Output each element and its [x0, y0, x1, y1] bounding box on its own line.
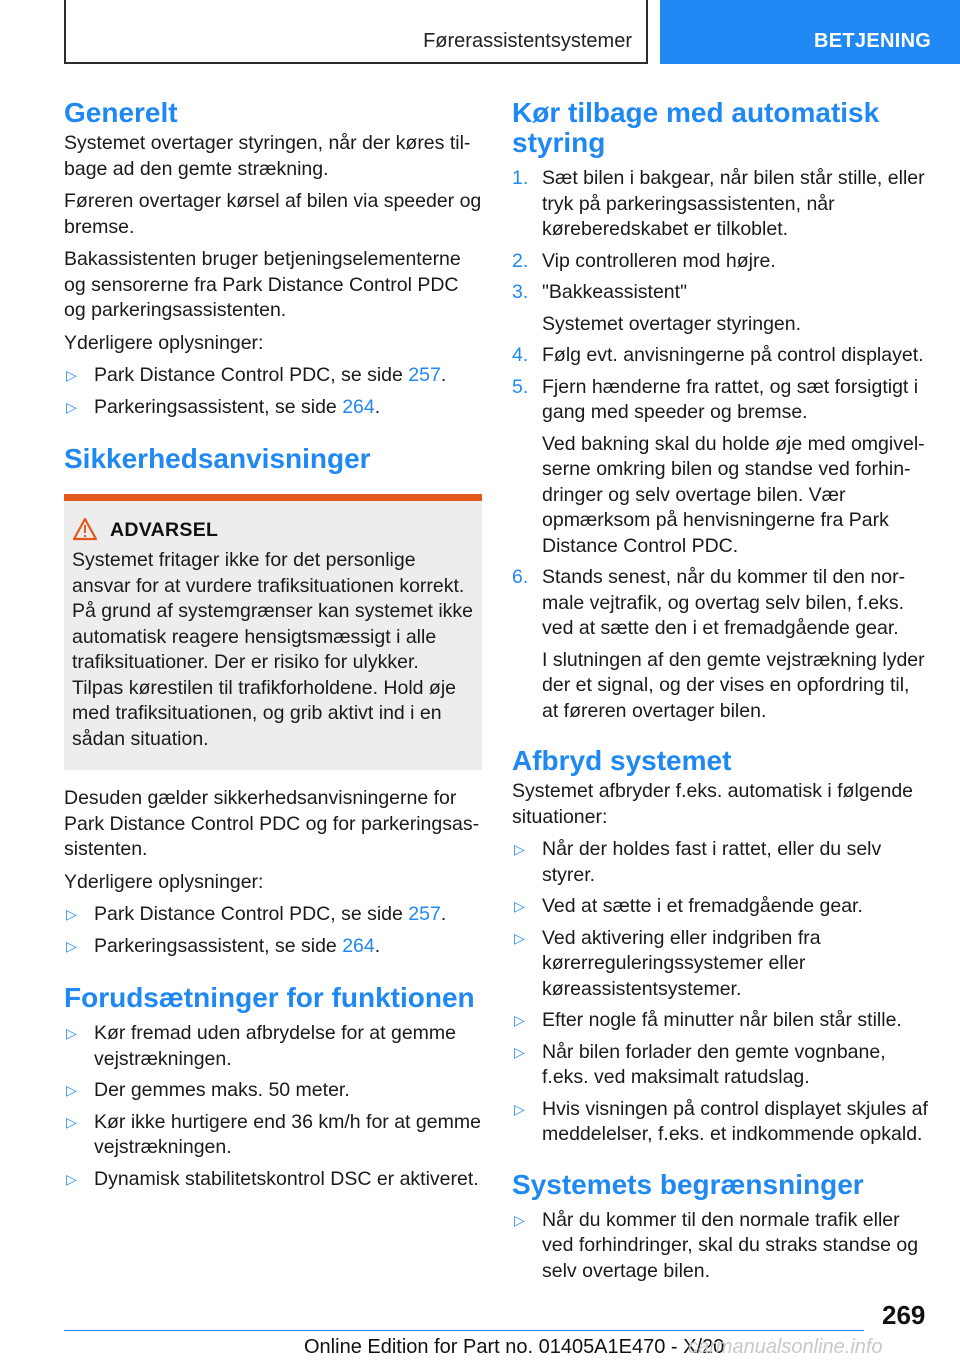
triangle-right-icon: ▷ — [66, 367, 77, 383]
header-chapter-title: BETJENING — [814, 30, 932, 52]
triangle-right-icon: ▷ — [514, 1100, 525, 1117]
list-item: ▷ Park Distance Control PDC, se side 257. — [64, 363, 482, 389]
list-item: ▷ Hvis visningen på control displayet skjules af meddelelser, f.eks. et indkommende opkald. — [514, 1097, 928, 1145]
list-item: ▷ Kør ikke hurtigere end 36 km/h for at gemme vejstrækningen. — [66, 1110, 481, 1158]
bullet-list — [512, 837, 928, 1148]
step-note: Systemet overtager styringen. — [542, 312, 802, 335]
step-number: 4. — [512, 344, 529, 366]
triangle-right-icon: ▷ — [514, 1012, 525, 1028]
step-item: 2. Vip controlleren mod højre. — [512, 249, 928, 275]
paragraph: Føreren overtager kørsel af bilen via speeder og bremse. — [64, 190, 482, 238]
step-number: 3. — [512, 281, 529, 303]
heading-begraensninger: Systemets begrænsninger — [512, 1168, 864, 1200]
paragraph: Yderligere oplysninger: — [64, 870, 264, 893]
paragraph: Systemet overtager styringen, når der køres tilbage ad den gemte strækning. — [64, 132, 471, 180]
triangle-right-icon: ▷ — [66, 937, 77, 954]
heading-afbryd: Afbryd systemet — [512, 745, 732, 776]
list-item: ▷ Parkeringsassistent, se side 264. — [64, 934, 482, 960]
warning-box — [64, 494, 482, 770]
step-item: 5. Fjern hænderne fra rattet, og sæt forsigtigt i gang med speeder og bremse. Ved bakning skal du holde øje med omgivelserne omkring bilen og standse ved forhindringer og selv overtage bilen. Vær opmærksom på henvisningerne fra Park Distance Control PDC. — [512, 375, 928, 560]
triangle-right-icon: ▷ — [66, 906, 77, 922]
footer-edition: Online Edition for Part no. 01405A1E470 - X/20 — [304, 1336, 725, 1358]
triangle-right-icon: ▷ — [66, 1082, 77, 1098]
heading-koer-tilbage: Kør tilbage med automatisk styring — [512, 97, 880, 158]
triangle-right-icon: ▷ — [66, 1113, 77, 1130]
triangle-right-icon: ▷ — [514, 841, 525, 857]
list-item: ▷ Dynamisk stabilitetskontrol DSC er aktiveret. — [64, 1167, 482, 1193]
triangle-right-icon: ▷ — [514, 898, 525, 914]
heading-sikkerhed: Sikkerhedsanvisninger — [64, 443, 371, 474]
list-item: ▷ Park Distance Control PDC, se side 257. — [64, 902, 482, 928]
paragraph: Bakassistenten bruger betjeningselementerne og sensorerne fra Park Distance Control PDC og parkeringsassistenten. — [64, 248, 461, 321]
list-item: ▷ Der gemmes maks. 50 meter. — [64, 1078, 482, 1104]
heading-generelt: Generelt — [64, 97, 178, 128]
page-link[interactable]: 257 — [408, 903, 441, 925]
page-link[interactable]: 264 — [342, 934, 375, 957]
bullet-list — [64, 363, 482, 420]
step-item: 3. "Bakkeassistent" Systemet overtager styringen. — [512, 280, 928, 337]
warning-text: Systemet fritager ikke for det personlige ansvar for at vurdere trafiksituationen korrekt. På grund af systemgrænser kan systemet ikke automatisk reagere hensigtsmæssigt i alle trafiksituationer. Der er risiko for ulykker. Tilpas kørestilen til trafikforholdene. Hold øje med trafiksituationen, og grib aktivt ind i en sådan situation. — [72, 549, 473, 750]
list-item: ▷ Når der holdes fast i rattet, eller du selv styrer. — [514, 838, 882, 886]
list-item: ▷ Kør fremad uden afbrydelse for at gemme vejstrækningen. — [66, 1022, 456, 1070]
step-number: 6. — [512, 566, 529, 588]
step-item: 4. Følg evt. anvisningerne på control displayet. — [512, 343, 928, 369]
triangle-right-icon: ▷ — [514, 1211, 525, 1228]
watermark: carmanualsonline.info — [688, 1336, 883, 1358]
list-item: ▷ Efter nogle få minutter når bilen står stille. — [512, 1008, 928, 1034]
bullet-list — [64, 1021, 482, 1192]
page-number: 269 — [882, 1300, 926, 1330]
triangle-right-icon: ▷ — [66, 398, 77, 415]
warning-title: ADVARSEL — [110, 519, 474, 542]
list-item: ▷ Når bilen forlader den gemte vognbane, f.eks. ved maksimalt ratudslag. — [514, 1040, 886, 1088]
triangle-right-icon: ▷ — [514, 1043, 525, 1060]
triangle-right-icon: ▷ — [66, 1025, 77, 1041]
triangle-right-icon: ▷ — [66, 1170, 77, 1187]
step-item: 1. Sæt bilen i bakgear, når bilen står stille, eller tryk på parkeringsassistenten, når køreberedskabet er tilkoblet. — [512, 167, 925, 240]
footer-divider — [64, 1330, 864, 1331]
header-section-box — [64, 0, 648, 64]
warning-triangle-icon — [72, 517, 98, 547]
list-item: ▷ Ved at sætte i et fremadgående gear. — [512, 894, 928, 920]
bullet-list — [64, 902, 482, 959]
list-item: ▷ Når du kommer til den normale trafik eller ved forhindringer, skal du straks standse og selv overtage bilen. — [514, 1208, 919, 1282]
triangle-right-icon: ▷ — [514, 929, 525, 946]
header-section-title: Førerassistentsystemer — [423, 30, 632, 52]
list-item: ▷ Ved aktivering eller indgriben fra kørerreguleringssystemer eller køreassistentsystemer. — [514, 926, 821, 1000]
step-note: Ved bakning skal du holde øje med omgivelserne omkring bilen og standse ved forhindringer og selv overtage bilen. Vær opmærksom på henvisningerne fra Park Distance Control PDC. — [542, 432, 925, 557]
page-link[interactable]: 264 — [342, 395, 375, 418]
right-column — [512, 98, 928, 1290]
step-number: 5. — [512, 375, 529, 398]
step-note: I slutningen af den gemte vejstrækning lyder der et signal, og der vises en opfordring til, at føreren overtager bilen. — [542, 648, 925, 722]
header-chapter-tab — [660, 0, 960, 64]
step-number: 2. — [512, 249, 529, 272]
list-item: ▷ Parkeringsassistent, se side 264. — [64, 395, 482, 421]
paragraph: Desuden gælder sikkerhedsanvisningerne for Park Distance Control PDC og for parkeringsassistenten. — [64, 787, 480, 860]
step-number: 1. — [512, 167, 529, 189]
bullet-list — [512, 1208, 928, 1285]
heading-forudsaetninger: Forudsætninger for funktionen — [64, 982, 475, 1013]
page-link[interactable]: 257 — [408, 364, 441, 386]
left-column — [64, 98, 482, 1198]
step-item: 6. Stands senest, når du kommer til den normale vejtrafik, og overtag selv bilen, f.eks. ved at sætte den i et fremadgående gear. I slutningen af den gemte vejstrækning lyder der et signal, og der vises en opfordring til, at føreren overtager bilen. — [512, 565, 928, 724]
step-list — [512, 166, 928, 724]
paragraph: Systemet afbryder f.eks. automatisk i følgende situationer: — [512, 780, 914, 828]
paragraph: Yderligere oplysninger: — [64, 331, 264, 354]
